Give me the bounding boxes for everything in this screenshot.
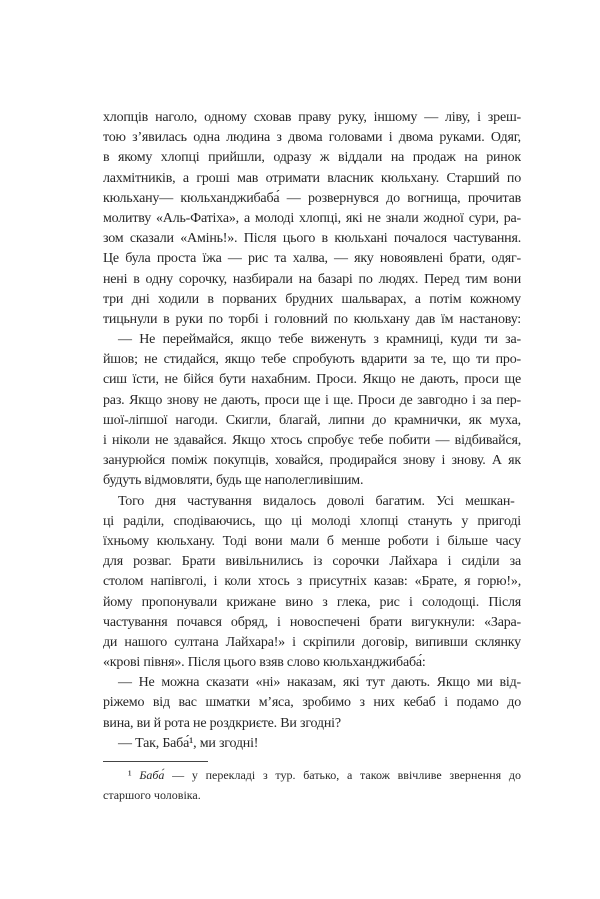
- footnote-line-content: [103, 788, 201, 802]
- text-line: [103, 270, 521, 290]
- text-line-content: Того дня частування видалось доволі багатим. Усі мешкан-: [118, 493, 515, 509]
- text-line: [103, 391, 521, 411]
- text-line-content: — Не переймайся, якщо тебе виженуть з крамниці, куди ти за-: [118, 332, 521, 348]
- text-line-content: нені в одну сорочку, назбирали на базарі по людях. Перед тим вони: [103, 271, 521, 287]
- text-line: [103, 330, 521, 350]
- text-line-content: три дні ходили в порваних брудних шальварах, а потім кожному: [103, 291, 521, 307]
- text-line: [103, 633, 521, 653]
- text-line-content: і ніколи не здавайся. Якщо хтось спробує тебе побити — відбивайся,: [103, 433, 521, 448]
- text-line: [103, 572, 521, 592]
- footnote-line-content: [128, 768, 521, 782]
- text-line-content: будуть відмовляти, будь ще наполегливішим.: [103, 473, 364, 489]
- text-line: [103, 593, 521, 613]
- text-line-content: йшов; не стидайся, якщо тебе спробують вдарити за те, що ти про-: [103, 352, 521, 368]
- text-line-content: «крові півня». Після цього взяв слово кюльханджибаба́:: [103, 655, 426, 671]
- text-line-content: вина, ви й рота не роздкриєте. Ви згодні?: [103, 715, 341, 731]
- text-line-content: раз. Якщо знову не дають, проси ще і ще. Проси де завгодно і за пер-: [103, 392, 521, 408]
- text-line: [103, 673, 521, 693]
- text-line: [103, 714, 521, 734]
- text-line-content: їхньому кюльхану. Тоді вони мали б менше роботи і більше часу: [103, 533, 521, 549]
- text-line-content: ди нашого султана Лайхара!» і скріпили договір, випивши склянку: [103, 634, 521, 650]
- text-line: [103, 451, 521, 471]
- footnote-text: — у перекладі з тур. батько, а також ввічливе звернення до: [164, 768, 521, 782]
- footnote: [103, 766, 521, 805]
- text-line: [103, 512, 521, 532]
- text-line: [103, 734, 521, 754]
- footnote-text: ¹: [128, 768, 140, 782]
- text-line: [103, 310, 521, 330]
- text-line-content: йому пропонували крижане вино з глека, рис і солодощі. Після: [103, 594, 521, 610]
- text-line-content: сиш їсти, не бійся бути нахабним. Проси. Якщо не дають, проси ще: [103, 372, 521, 388]
- page-text-block: [103, 108, 521, 805]
- footnote-line: [103, 766, 521, 786]
- text-line: [103, 148, 521, 168]
- text-line-content: шої-ліпшої нагоди. Скигли, благай, липни до крамнички, як муха,: [103, 412, 521, 428]
- text-line: [103, 189, 521, 209]
- text-line: [103, 108, 521, 128]
- text-line-content: — Так, Баба́¹, ми згодні!: [118, 735, 259, 751]
- text-line-content: лахмітників, а гроші мав отримати власник кюльхану. Старший по: [103, 170, 521, 186]
- text-line-content: — Не можна сказати «ні» наказам, які тут дають. Якщо ми від-: [118, 675, 521, 691]
- text-line: [103, 532, 521, 552]
- text-line-content: молитву «Аль-Фатіха», а молоді хлопці, які не знали жодної сури, ра-: [103, 210, 521, 226]
- text-line-content: занурюйся поміж покупців, ховайся, продирайся знову і знову. А як: [103, 453, 521, 469]
- text-line: [103, 471, 521, 491]
- text-line-content: тицьнули в руки по торбі і головний по кюльхану дав їм настанову:: [103, 311, 521, 327]
- text-line: [103, 169, 521, 189]
- text-line-content: частування почався обряд, і новоспечені брати вигукнули: «Зара-: [103, 614, 521, 630]
- text-line: [103, 370, 521, 390]
- text-line-content: в якому хлопці прийшли, одразу ж віддали на продаж на ринок: [103, 150, 521, 166]
- text-line-content: ріжемо від вас шматки м’яса, зробимо з них кебаб і подамо до: [103, 695, 521, 711]
- footnote-term: Баба́: [139, 768, 165, 782]
- text-line: [103, 128, 521, 148]
- text-line: [103, 693, 521, 713]
- footnote-separator: [103, 761, 208, 762]
- text-line-content: хлопців наголо, одному сховав праву руку, іншому — ліву, і зреш-: [103, 110, 521, 125]
- text-line: [103, 613, 521, 633]
- text-line: [103, 290, 521, 310]
- text-line: [103, 653, 521, 673]
- text-line: [103, 249, 521, 269]
- text-line-content: зом сказали «Амінь!». Після цього в кюльхані почалося частування.: [103, 231, 521, 247]
- text-line: [103, 350, 521, 370]
- text-line-content: столом напівголі, і коли хтось з присутніх казав: «Брате, я горю!»,: [103, 574, 521, 590]
- body-text: [103, 108, 521, 754]
- text-line: [103, 411, 521, 431]
- text-line-content: кюльхану— кюльханджибаба́ — розвернувся до вогнища, прочитав: [103, 190, 521, 206]
- text-line-content: Це була проста їжа — рис та халва, — яку новоявлені брати, одяг-: [103, 251, 521, 267]
- text-line: [103, 209, 521, 229]
- text-line-content: для розваг. Брати вивільнились із сорочки Лайхара і сиділи за: [103, 554, 521, 570]
- text-line: [103, 229, 521, 249]
- text-line-content: ці раділи, сподіваючись, що ці молоді хлопці стануть у пригоді: [103, 513, 521, 529]
- footnote-text: старшого чоловіка.: [103, 787, 201, 802]
- text-line: [103, 552, 521, 572]
- text-line: [103, 431, 521, 451]
- text-line: [103, 492, 521, 512]
- footnote-line: [103, 786, 521, 806]
- text-line-content: тою з’явилась одна людина з двома головами і двома руками. Одяг,: [103, 130, 521, 146]
